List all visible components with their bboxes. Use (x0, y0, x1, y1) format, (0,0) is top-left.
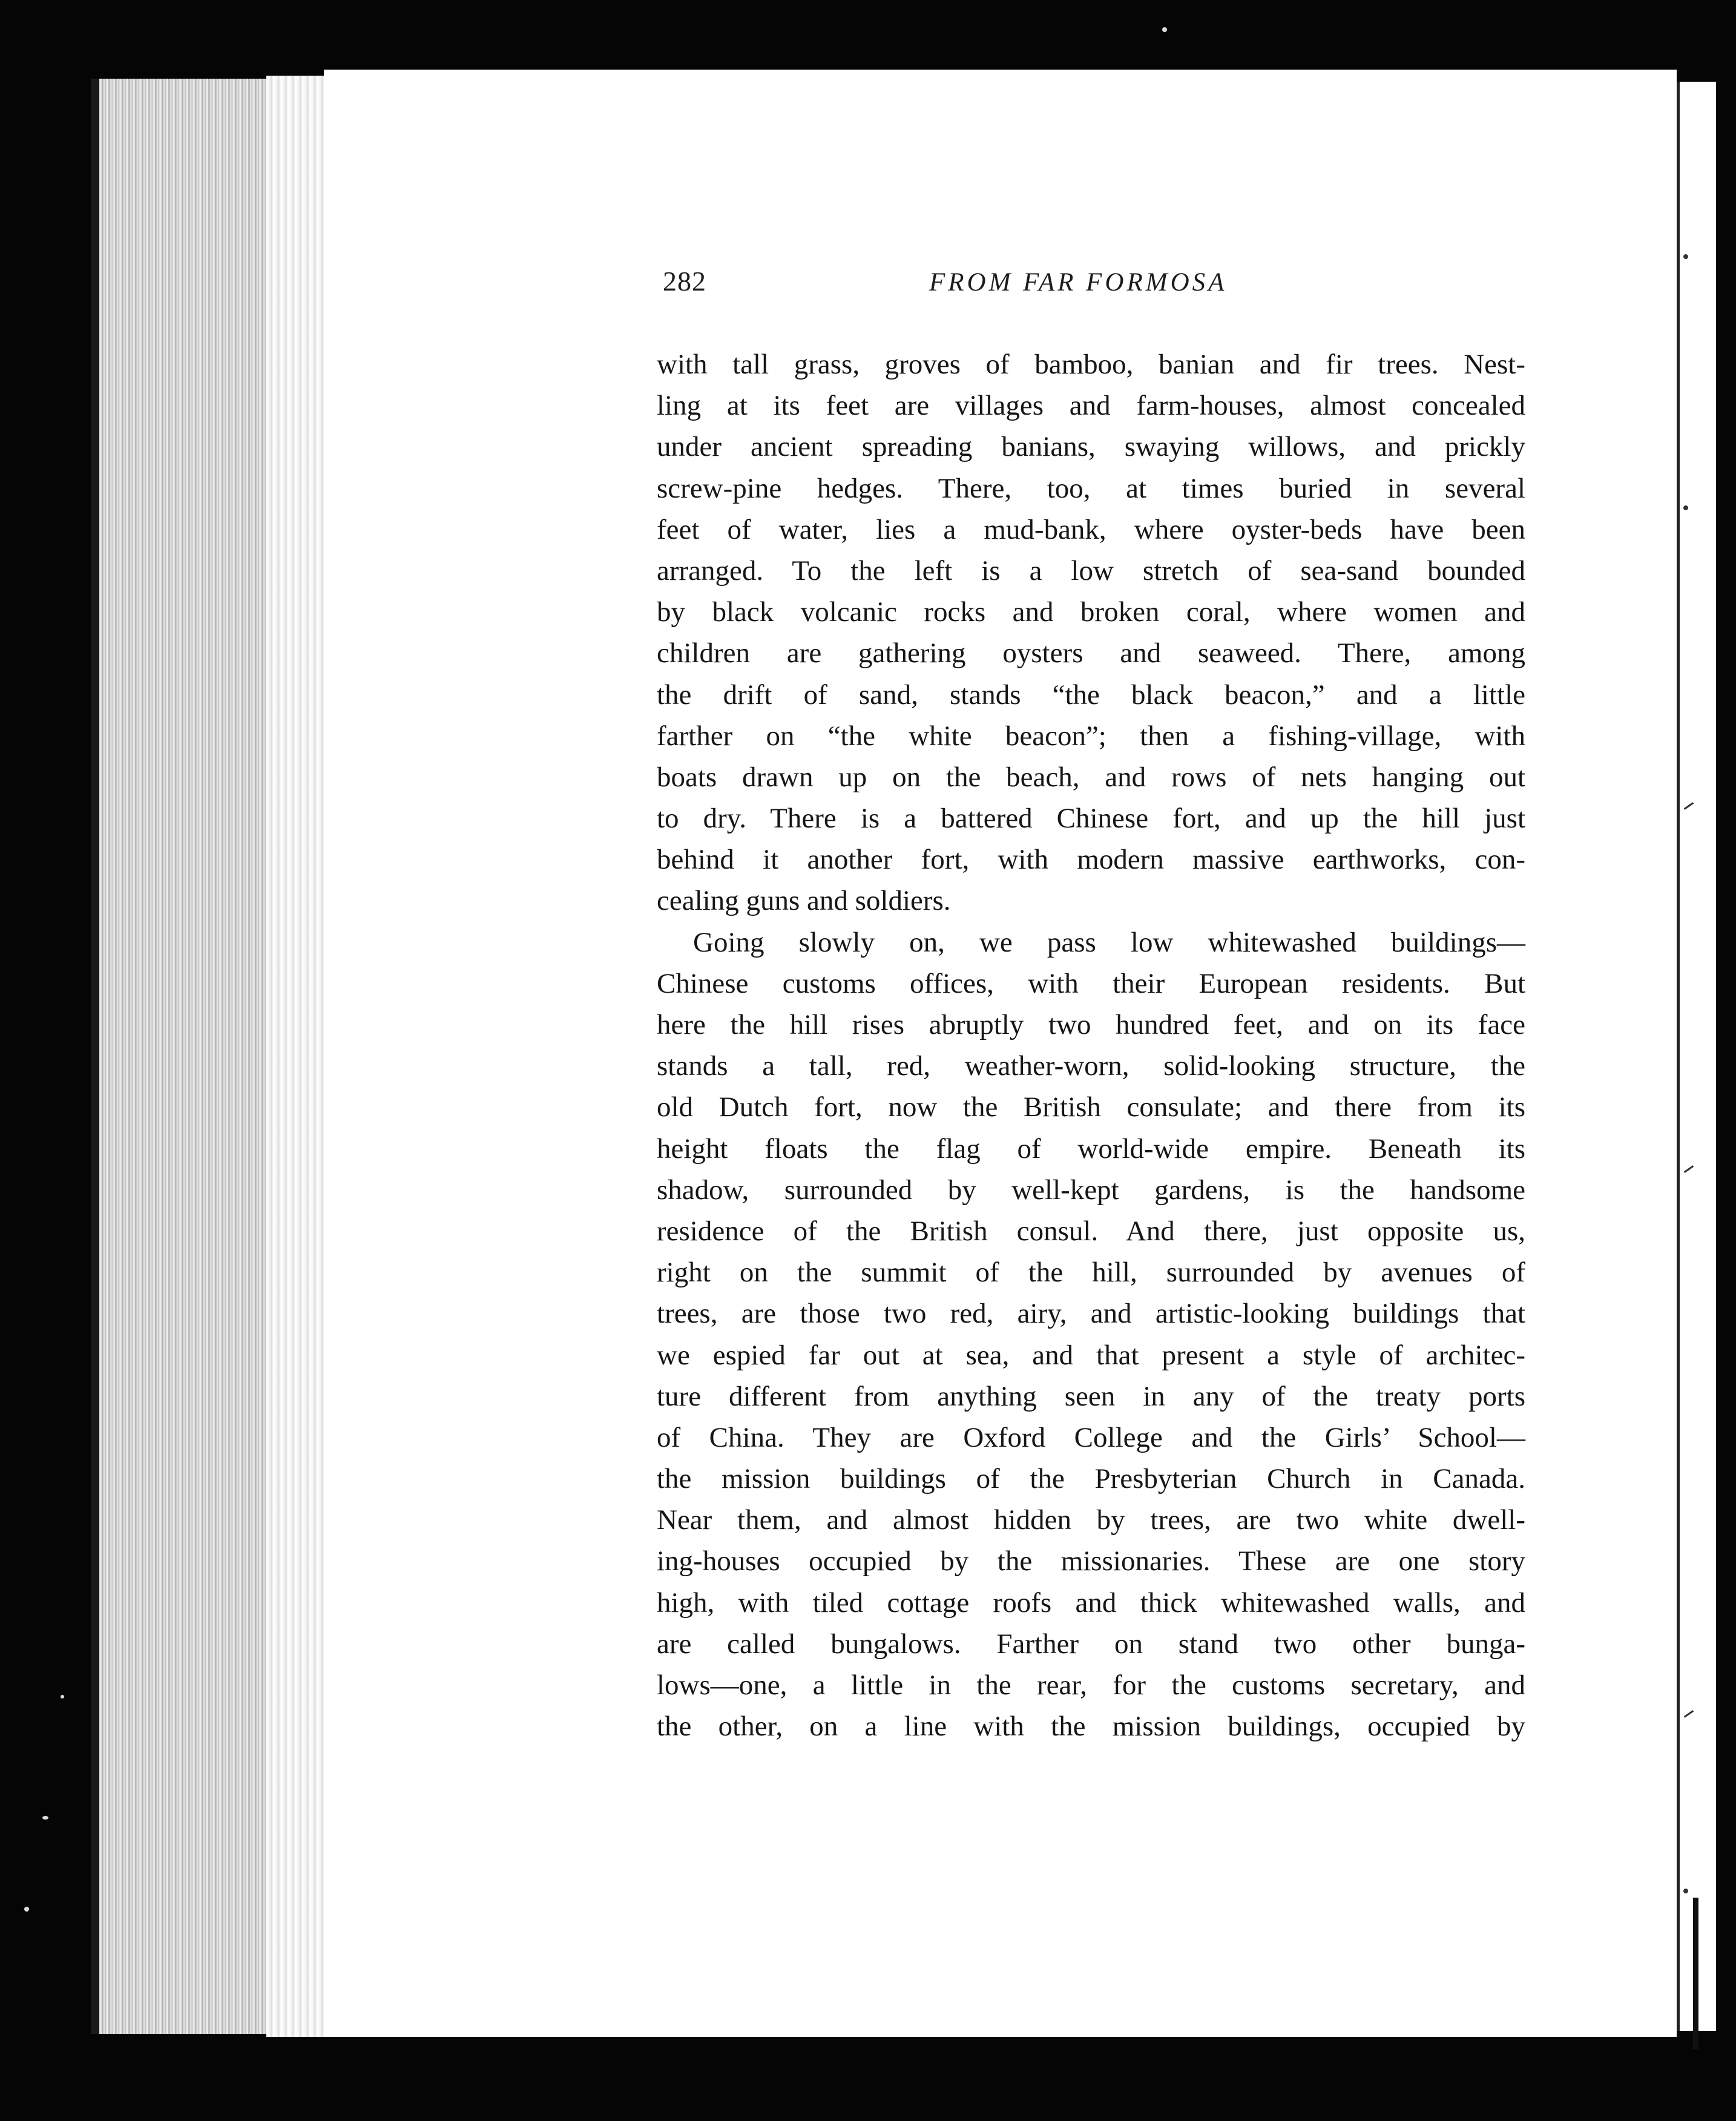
text-line: by black volcanic rocks and broken coral, where women and (657, 596, 1525, 628)
text-line: Near them, and almost hidden by trees, are two white dwell- (657, 1504, 1525, 1536)
text-line: of China. They are Oxford College and the Girls’ School— (657, 1421, 1525, 1453)
text-line: ling at its feet are villages and farm-houses, almost concealed (657, 390, 1525, 422)
text-line: to dry. There is a battered Chinese fort, and up the hill just (657, 803, 1525, 835)
text-line: right on the summit of the hill, surrounded by avenues of (657, 1257, 1525, 1289)
text-line: feet of water, lies a mud-bank, where oyster-beds have been (657, 513, 1525, 545)
text-line: high, with tiled cottage roofs and thick whitewashed walls, and (657, 1587, 1525, 1619)
text-line: arranged. To the left is a low stretch of sea-sand bounded (657, 554, 1525, 587)
speck (61, 1695, 64, 1698)
text-line: height floats the flag of world-wide empire. Beneath its (657, 1133, 1525, 1165)
speck (42, 1816, 48, 1820)
text-line: children are gathering oysters and seaweed. There, among (657, 637, 1525, 669)
text-line: the mission buildings of the Presbyterian Church in Canada. (657, 1463, 1525, 1495)
edge-speck (1683, 505, 1688, 510)
edge-speck (1683, 1889, 1688, 1893)
text-line: the drift of sand, stands “the black beacon,” and a little (657, 679, 1525, 711)
text-line: Chinese customs offices, with their European residents. But (657, 967, 1525, 999)
text-line: shadow, surrounded by well-kept gardens, is the handsome (657, 1174, 1525, 1206)
text-line: residence of the British consul. And there, just opposite us, (657, 1215, 1525, 1247)
edge-speck (1683, 254, 1688, 259)
text-line: ing-houses occupied by the missionaries. These are one story (657, 1545, 1525, 1577)
text-line: old Dutch fort, now the British consulate; and there from its (657, 1091, 1525, 1123)
text-line: with tall grass, groves of bamboo, banian and fir trees. Nest- (657, 349, 1525, 380)
edge-tick (1684, 802, 1694, 810)
facing-page-edge (1677, 82, 1716, 2031)
page-stack (266, 76, 333, 2037)
speck (1162, 27, 1167, 32)
text-line: lows—one, a little in the rear, for the customs secretary, and (657, 1669, 1525, 1701)
text-line: screw-pine hedges. There, too, at times buried in several (657, 472, 1525, 504)
speck (24, 1907, 29, 1912)
paragraph-end-line: cealing guns and soldiers. (657, 885, 951, 917)
text-line: the other, on a line with the mission buildings, occupied by (657, 1711, 1525, 1743)
text-line: ture different from anything seen in any of the treaty ports (657, 1380, 1525, 1412)
edge-tick (1684, 1710, 1694, 1718)
edge-tick (1684, 1165, 1694, 1173)
book-page-edges (91, 79, 281, 2034)
text-line: stands a tall, red, weather-worn, solid-looking structure, the (657, 1050, 1525, 1082)
text-line: boats drawn up on the beach, and rows of nets hanging out (657, 761, 1525, 793)
text-line: are called bungalows. Farther on stand two other bunga- (657, 1628, 1525, 1660)
running-head (663, 265, 1268, 307)
text-line: trees, are those two red, airy, and artistic-looking buildings that (657, 1298, 1525, 1330)
running-title: FROM FAR FORMOSA (929, 268, 1228, 297)
body-text (657, 344, 1525, 1747)
text-line: behind it another fort, with modern massive earthworks, con- (657, 844, 1525, 876)
paragraph-start-line: Going slowly on, we pass low whitewashed buildings— (693, 926, 1525, 958)
text-line: we espied far out at sea, and that present a style of architec- (657, 1339, 1525, 1371)
page-number: 282 (663, 266, 706, 297)
binding-spine (1693, 1898, 1698, 2049)
text-line: under ancient spreading banians, swaying willows, and prickly (657, 431, 1525, 463)
text-line: here the hill rises abruptly two hundred feet, and on its face (657, 1009, 1525, 1041)
text-line: farther on “the white beacon”; then a fishing-village, with (657, 720, 1525, 752)
